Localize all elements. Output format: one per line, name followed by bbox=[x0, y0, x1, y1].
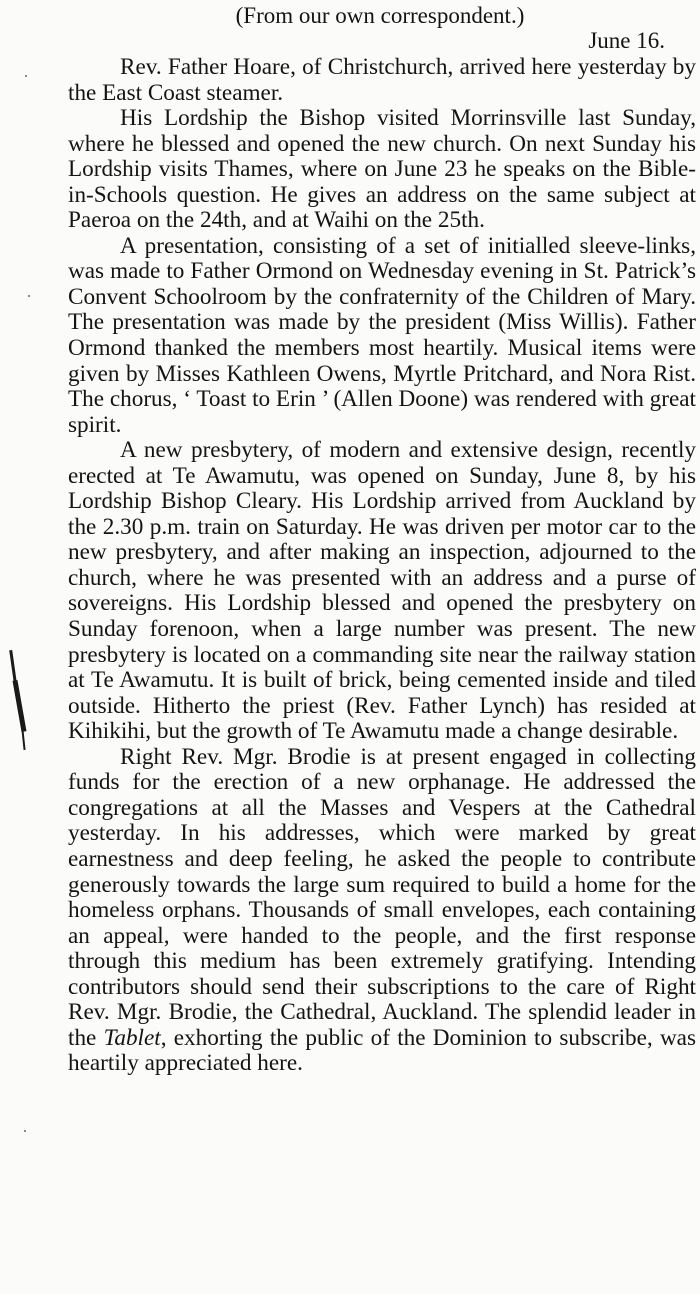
tablet-title: Tablet bbox=[103, 1024, 161, 1051]
margin-scan-mark bbox=[13, 680, 27, 732]
paragraph-presentation: A presentation, consisting of a set of initialled sleeve-links, was made to Father Ormond on Wednesday evening in St. Patrick’s Convent Schoolroom by the confraternity of the Children of Mary. The presentation was made by the president (Miss Willis). Father Ormond thanked the members most heartily. Musical items were given by Misses Kathleen Owens, Myrtle Pritchard, and Nora Rist. The chorus, ‘ Toast to Erin ’ (Allen Doone) was rendered with great spirit. bbox=[68, 232, 696, 438]
paragraph-bishop-visits: His Lordship the Bishop visited Morrinsville last Sunday, where he blessed and opened the new church. On next Sunday his Lordship visits Thames, where on June 23 he speaks on the Bible-in-Schools question. He gives an address on the same subject at Paeroa on the 24th, and at Waihi on the 25th. bbox=[68, 105, 696, 234]
correspondent-byline: (From our own correspondent.) bbox=[235, 3, 525, 28]
article-body bbox=[68, 55, 696, 1077]
margin-scan-dot bbox=[25, 75, 27, 77]
paragraph-presbytery: A new presbytery, of modern and extensive design, recently erected at Te Awamutu, was opened on Sunday, June 8, by his Lordship Bishop Cleary. His Lordship arrived from Auckland by the 2.30 p.m. train on Saturday. He was driven per motor car to the new presbytery, and after making an inspection, adjourned to the church, where he was presented with an address and a purse of sovereigns. His Lordship blessed and opened the presbytery on Sunday forenoon, when a large number was present. The new presbytery is located on a commanding site near the railway station at Te Awamutu. It is built of brick, being cemented inside and tiled outside. Hitherto the priest (Rev. Father Lynch) has resided at Kihikihi, but the growth of Te Awamutu made a change desirable. bbox=[68, 437, 696, 745]
orphanage-text-after: , exhorting the public of the Dominion to subscribe, was heartily appreciated here. bbox=[68, 1024, 697, 1077]
dateline: June 16. bbox=[588, 28, 665, 53]
orphanage-text-before: Right Rev. Mgr. Brodie is at present engaged in collecting funds for the erection of a new orphanage. He addressed the congregations at all the Masses and Vespers at the Cathedral yesterday. In his addresses, which were marked by great earnestness and deep feeling, he asked the people to contribute generously towards the large sum required to build a home for the homeless orphans. Thousands of small envelopes, each containing an appeal, were handed to the people, and the first response through this medium has been extremely gratifying. Intending contributors should send their subscriptions to the care of Right Rev. Mgr. Brodie, the Cathedral, Auckland. The splendid leader in the bbox=[68, 743, 696, 1051]
paragraph-father-hoare: Rev. Father Hoare, of Christchurch, arrived here yesterday by the East Coast steamer. bbox=[68, 54, 696, 106]
margin-scan-dot bbox=[24, 1130, 26, 1132]
paragraph-orphanage bbox=[68, 745, 696, 1077]
margin-scan-dot bbox=[28, 295, 30, 297]
